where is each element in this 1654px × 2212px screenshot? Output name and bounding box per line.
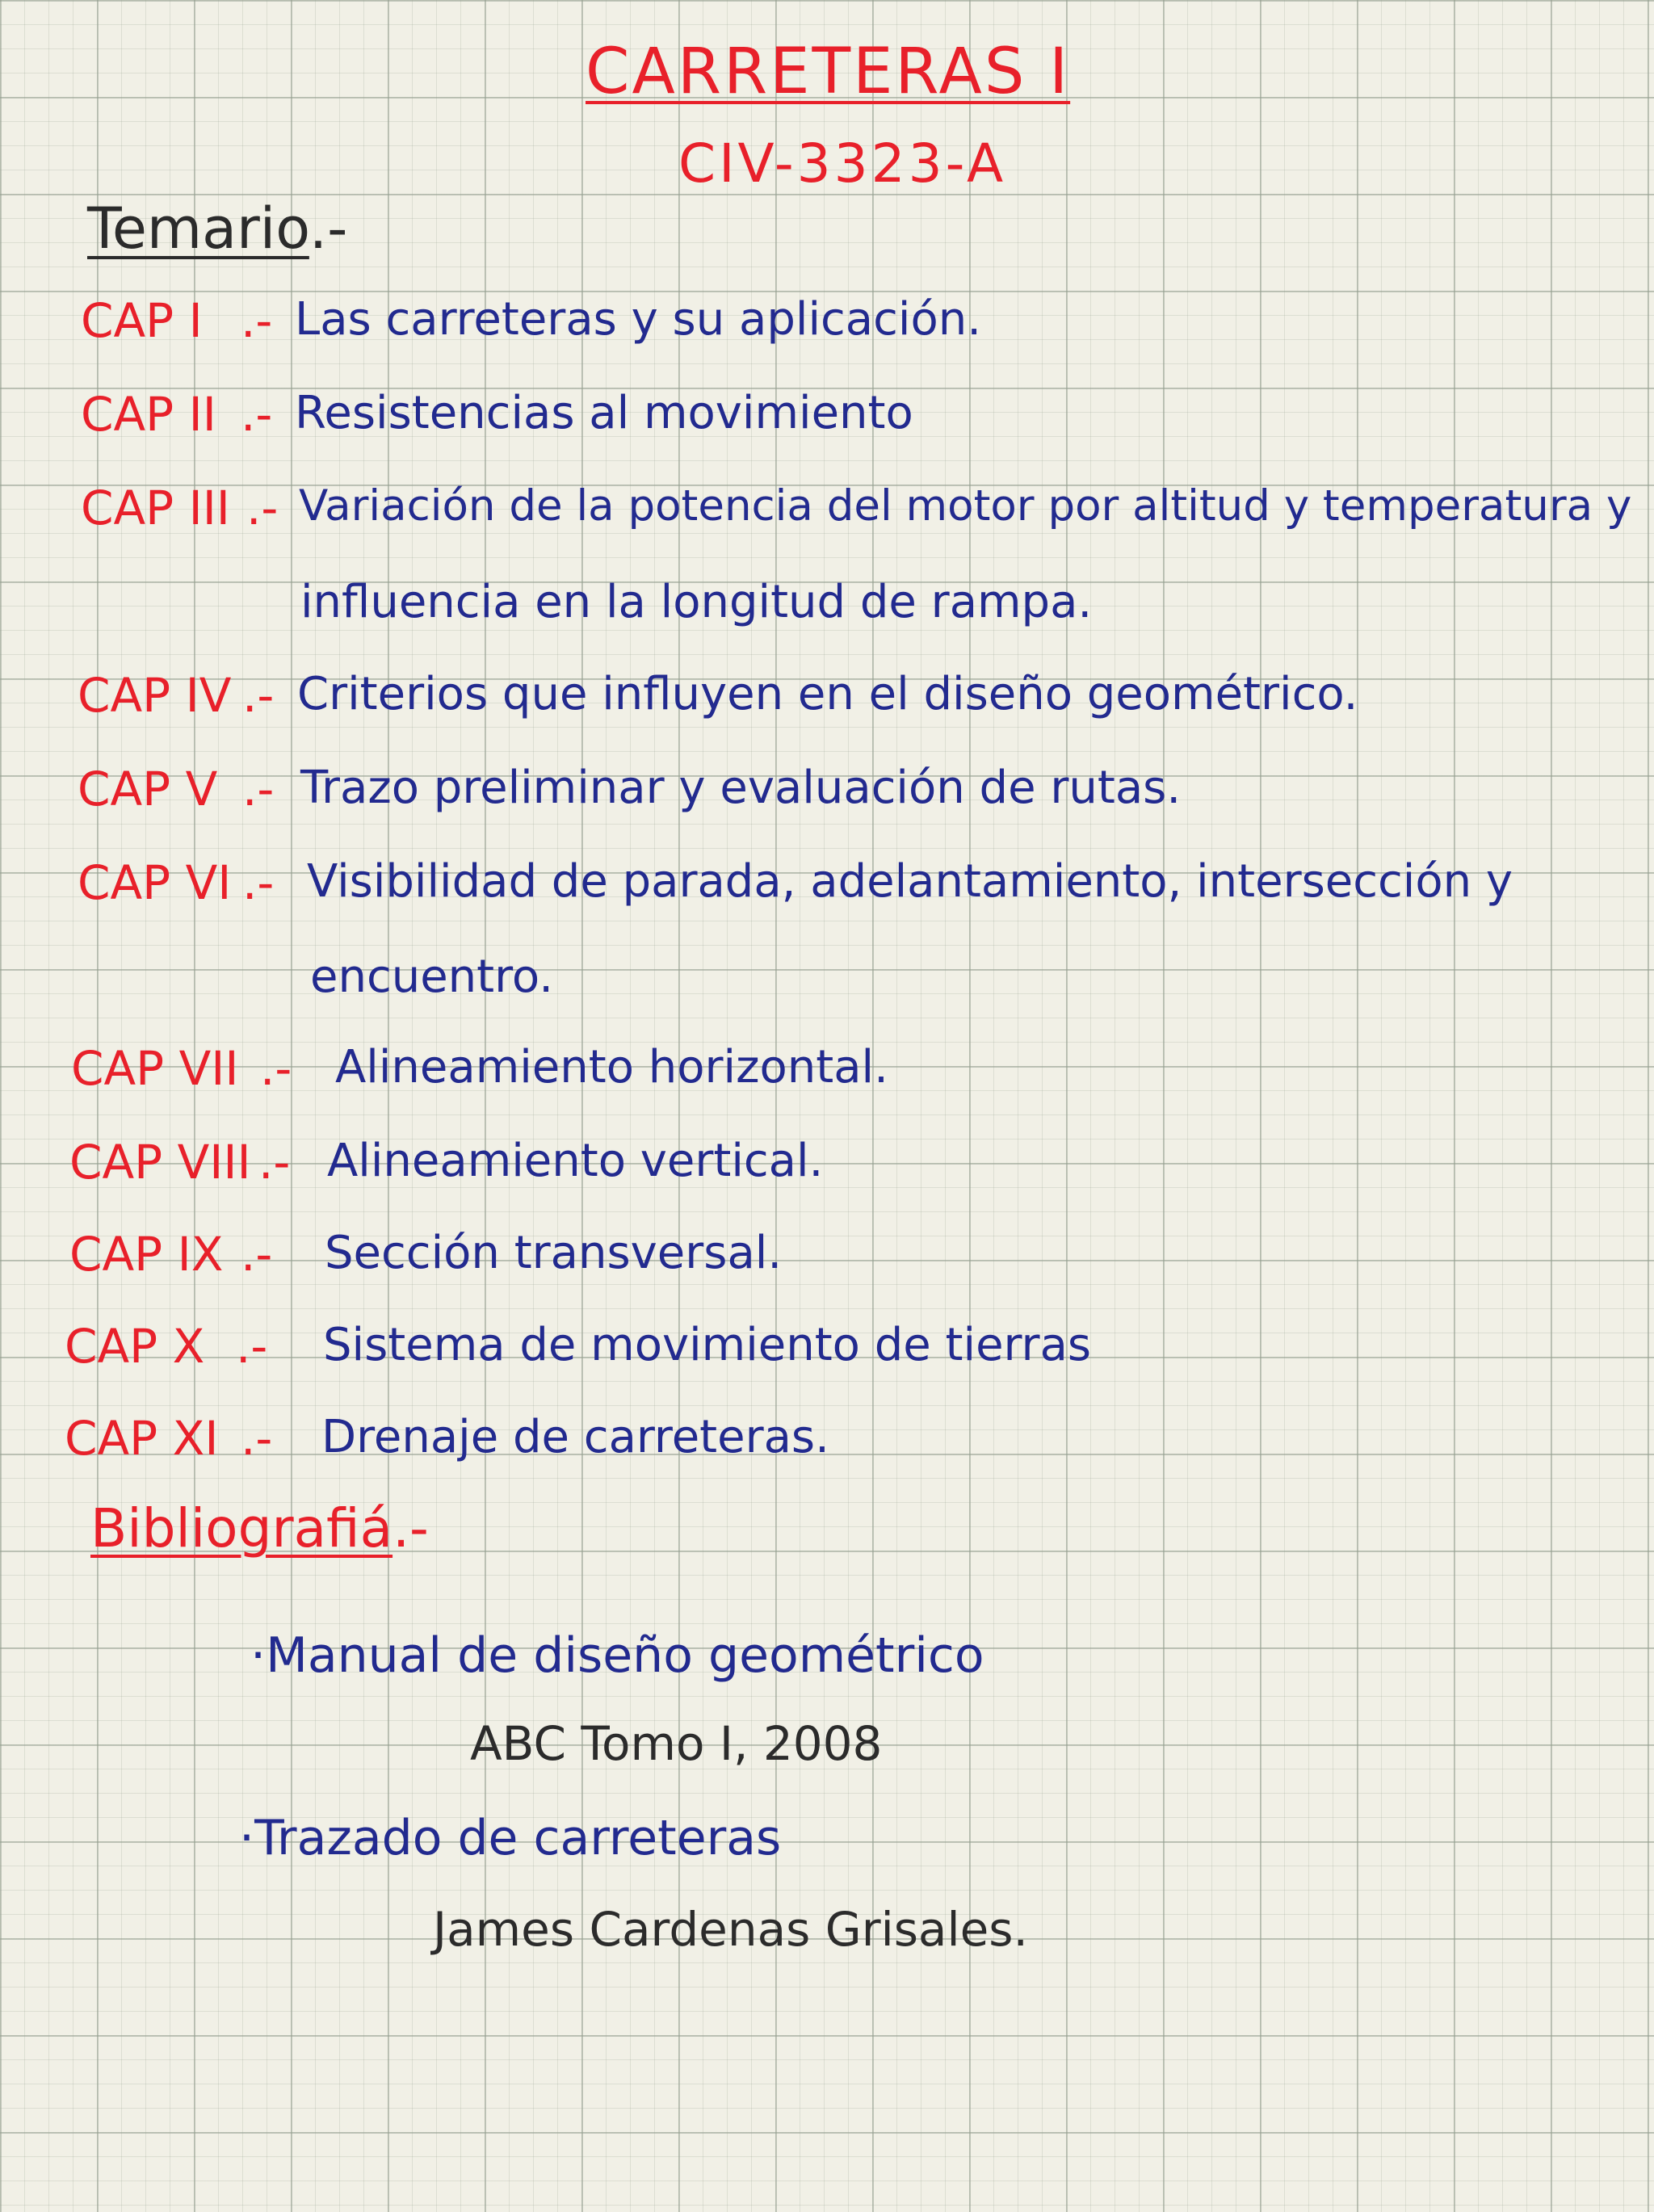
bibliography-detail: James Cardenas Grisales. <box>433 1902 1028 1957</box>
chapter-separator: .- <box>260 1041 292 1096</box>
chapter-title: Las carreteras y su aplicación. <box>295 293 982 346</box>
bullet-icon: · <box>239 1810 255 1866</box>
chapter-row-10 <box>0 1319 1654 1404</box>
chapter-row-7 <box>0 1041 1654 1126</box>
chapter-row-8 <box>0 1135 1654 1219</box>
chapter-title: Sección transversal. <box>325 1227 783 1279</box>
bullet-icon: · <box>250 1627 267 1684</box>
chapter-label: CAP X <box>65 1319 205 1374</box>
chapter-label: CAP IX <box>69 1227 224 1282</box>
chapter-separator: .- <box>241 1411 273 1466</box>
chapter-label: CAP I <box>81 293 203 348</box>
chapter-title: Trazo preliminar y evaluación de rutas. <box>300 762 1182 814</box>
chapter-title-continuation: influencia en la longitud de rampa. <box>300 576 1093 628</box>
chapter-title: Alineamiento horizontal. <box>335 1041 888 1093</box>
chapter-title: Alineamiento vertical. <box>327 1135 824 1187</box>
chapter-separator: .- <box>258 1135 291 1190</box>
chapter-label: CAP VI <box>78 855 232 910</box>
chapter-row-4 <box>0 668 1654 753</box>
bibliography-item-1 <box>250 1627 984 1684</box>
bibliography-item-2 <box>239 1810 782 1866</box>
chapter-title-continuation: encuentro. <box>310 951 553 1003</box>
temario-heading <box>87 195 348 262</box>
chapter-separator: .- <box>242 668 275 723</box>
chapter-row-2 <box>0 387 1654 472</box>
chapter-separator: .- <box>241 1227 273 1282</box>
temario-label: Temario <box>87 195 309 262</box>
chapter-label: CAP VII <box>71 1041 239 1096</box>
bibliografia-label: Bibliografiá <box>90 1497 393 1559</box>
chapter-label: CAP IV <box>78 668 232 723</box>
chapter-row-9 <box>0 1227 1654 1312</box>
chapter-row-6 <box>0 855 1654 940</box>
bibliografia-suffix: .- <box>393 1497 429 1559</box>
chapter-row-1 <box>0 293 1654 378</box>
bibliography-title: Manual de diseño geométrico <box>266 1627 984 1684</box>
bibliography-detail: ABC Tomo I, 2008 <box>470 1716 883 1771</box>
temario-suffix: .- <box>309 195 348 262</box>
chapter-separator: .- <box>241 293 273 348</box>
chapter-title: Sistema de movimiento de tierras <box>323 1319 1092 1371</box>
chapter-title: Resistencias al movimiento <box>295 387 913 439</box>
chapter-row-3 <box>0 481 1654 565</box>
chapter-label: CAP III <box>81 481 230 535</box>
chapter-title: Drenaje de carreteras. <box>321 1411 829 1463</box>
chapter-label: CAP VIII <box>69 1135 251 1190</box>
chapter-title: Variación de la potencia del motor por altitud y temperatura y <box>299 481 1632 531</box>
chapter-label: CAP XI <box>65 1411 219 1466</box>
bibliografia-heading <box>90 1497 429 1559</box>
chapter-row-11 <box>0 1411 1654 1496</box>
chapter-separator: .- <box>246 481 279 535</box>
page-title: CARRETERAS I <box>586 36 1071 108</box>
chapter-separator: .- <box>242 855 275 910</box>
chapter-separator: .- <box>242 762 275 816</box>
bibliography-title: Trazado de carreteras <box>254 1810 782 1866</box>
chapter-title: Visibilidad de parada, adelantamiento, intersección y <box>307 855 1513 908</box>
chapter-title: Criterios que influyen en el diseño geométrico. <box>297 668 1358 720</box>
chapter-separator: .- <box>241 387 273 442</box>
chapter-separator: .- <box>236 1319 268 1374</box>
chapter-row-5 <box>0 762 1654 846</box>
chapter-label: CAP V <box>78 762 218 816</box>
course-code: CIV-3323-A <box>678 132 1007 195</box>
chapter-label: CAP II <box>81 387 216 442</box>
